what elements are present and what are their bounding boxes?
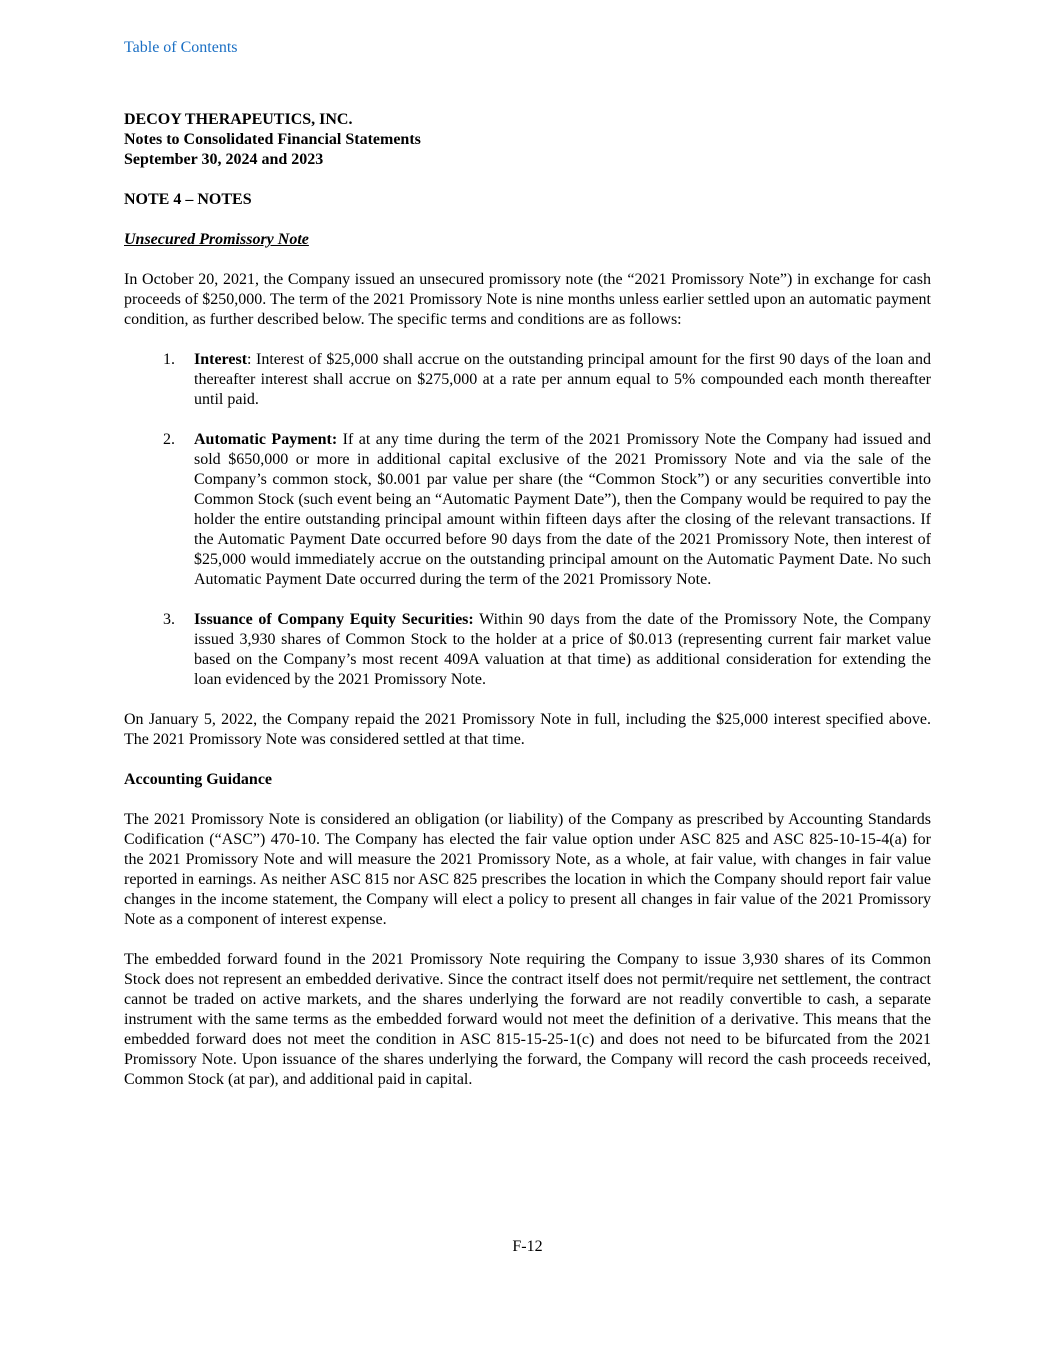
term-title: Issuance of Company Equity Securities:: [194, 611, 474, 628]
accounting-paragraph-1: The 2021 Promissory Note is considered an obligation (or liability) of the Company as prescribed by Accounting Standards Codification (“ASC”) 470-10. The Company has elected the fair value option under ASC 825 and ASC 825-10-15-4(a) for the 2021 Promissory Note and will measure the 2021 Promissory Note, as a whole, at fair value, with changes in fair value reported in earnings. As neither ASC 815 nor ASC 825 prescribes the location in which the Company should report fair value changes in the income statement, the Company will elect a policy to present all changes in fair value of the 2021 Promissory Note as a component of interest expense.: [124, 811, 931, 928]
section-heading-accounting-guidance: Accounting Guidance: [124, 771, 273, 788]
company-name: DECOY THERAPEUTICS, INC.: [124, 111, 353, 128]
note-title: NOTE 4 – NOTES: [124, 191, 252, 208]
list-number: 3.: [163, 611, 175, 628]
document-page: [124, 110, 931, 1110]
term-text: If at any time during the term of the 2021 Promissory Note the Company had issued and sold $650,000 or more in additional capital exclusive of the 2021 Promissory Note and via the sale of the Company’s common stock, $0.001 par value per share (the “Common Stock”) or any securities convertible into Common Stock (such event being an “Automatic Payment Date”), then the Company would be required to pay the holder the entire outstanding principal amount within fifteen days after the closing of the relevant transactions. If the Automatic Payment Date occurred before 90 days from the date of the 2021 Promissory Note, then interest of $25,000 would immediately accrue on the outstanding principal amount on the Automatic Payment Date. No such Automatic Payment Date occurred during the term of the 2021 Promissory Note.: [194, 431, 931, 588]
term-text: Within 90 days from the date of the Promissory Note, the Company issued 3,930 shares of Common Stock to the holder at a price of $0.013 (representing current fair market value based on the Company’s most recent 409A valuation at that time) as additional consideration for extending the loan evidenced by the 2021 Promissory Note.: [194, 611, 931, 688]
statement-period: September 30, 2024 and 2023: [124, 151, 324, 168]
page-number: F-12: [512, 1238, 543, 1255]
term-separator: :: [247, 351, 257, 368]
terms-list: [124, 350, 931, 690]
term-title: Automatic Payment:: [194, 431, 338, 448]
list-number: 2.: [163, 431, 175, 448]
statement-subtitle: Notes to Consolidated Financial Statements: [124, 131, 421, 148]
term-title: Interest: [194, 351, 248, 368]
list-item-automatic-payment: [124, 430, 931, 590]
document-header: [124, 110, 931, 170]
accounting-paragraph-2: The embedded forward found in the 2021 Promissory Note requiring the Company to issue 3,930 shares of its Common Stock does not represent an embedded derivative. Since the contract itself does not permit/require net settlement, the contract cannot be traded on active markets, and the shares underlying the forward are not readily convertible to cash, a separate instrument with the same terms as the embedded forward would not meet the definition of a derivative. This means that the embedded forward does not meet the condition in ASC 815-15-25-1(c) and does not need to be bifurcated from the 2021 Promissory Note. Upon issuance of the shares underlying the forward, the Company will record the cash proceeds received, Common Stock (at par), and additional paid in capital.: [124, 951, 931, 1088]
repayment-paragraph: On January 5, 2022, the Company repaid the 2021 Promissory Note in full, including the $25,000 interest specified above. The 2021 Promissory Note was considered settled at that time.: [124, 711, 931, 748]
table-of-contents-link[interactable]: Table of Contents: [124, 39, 238, 56]
list-number: 1.: [163, 351, 175, 368]
intro-paragraph: In October 20, 2021, the Company issued an unsecured promissory note (the “2021 Promissory Note”) in exchange for cash proceeds of $250,000. The term of the 2021 Promissory Note is nine months unless earlier settled upon an automatic payment condition, as further described below. The specific terms and conditions are as follows:: [124, 271, 931, 328]
list-item-equity-securities: [124, 610, 931, 690]
section-heading-unsecured-promissory-note: Unsecured Promissory Note: [124, 231, 309, 248]
list-item-interest: [124, 350, 931, 410]
term-text: Interest of $25,000 shall accrue on the outstanding principal amount for the first 90 days of the loan and thereafter interest shall accrue on $275,000 at a rate per annum equal to 5% compounded each month thereafter until paid.: [194, 351, 932, 408]
